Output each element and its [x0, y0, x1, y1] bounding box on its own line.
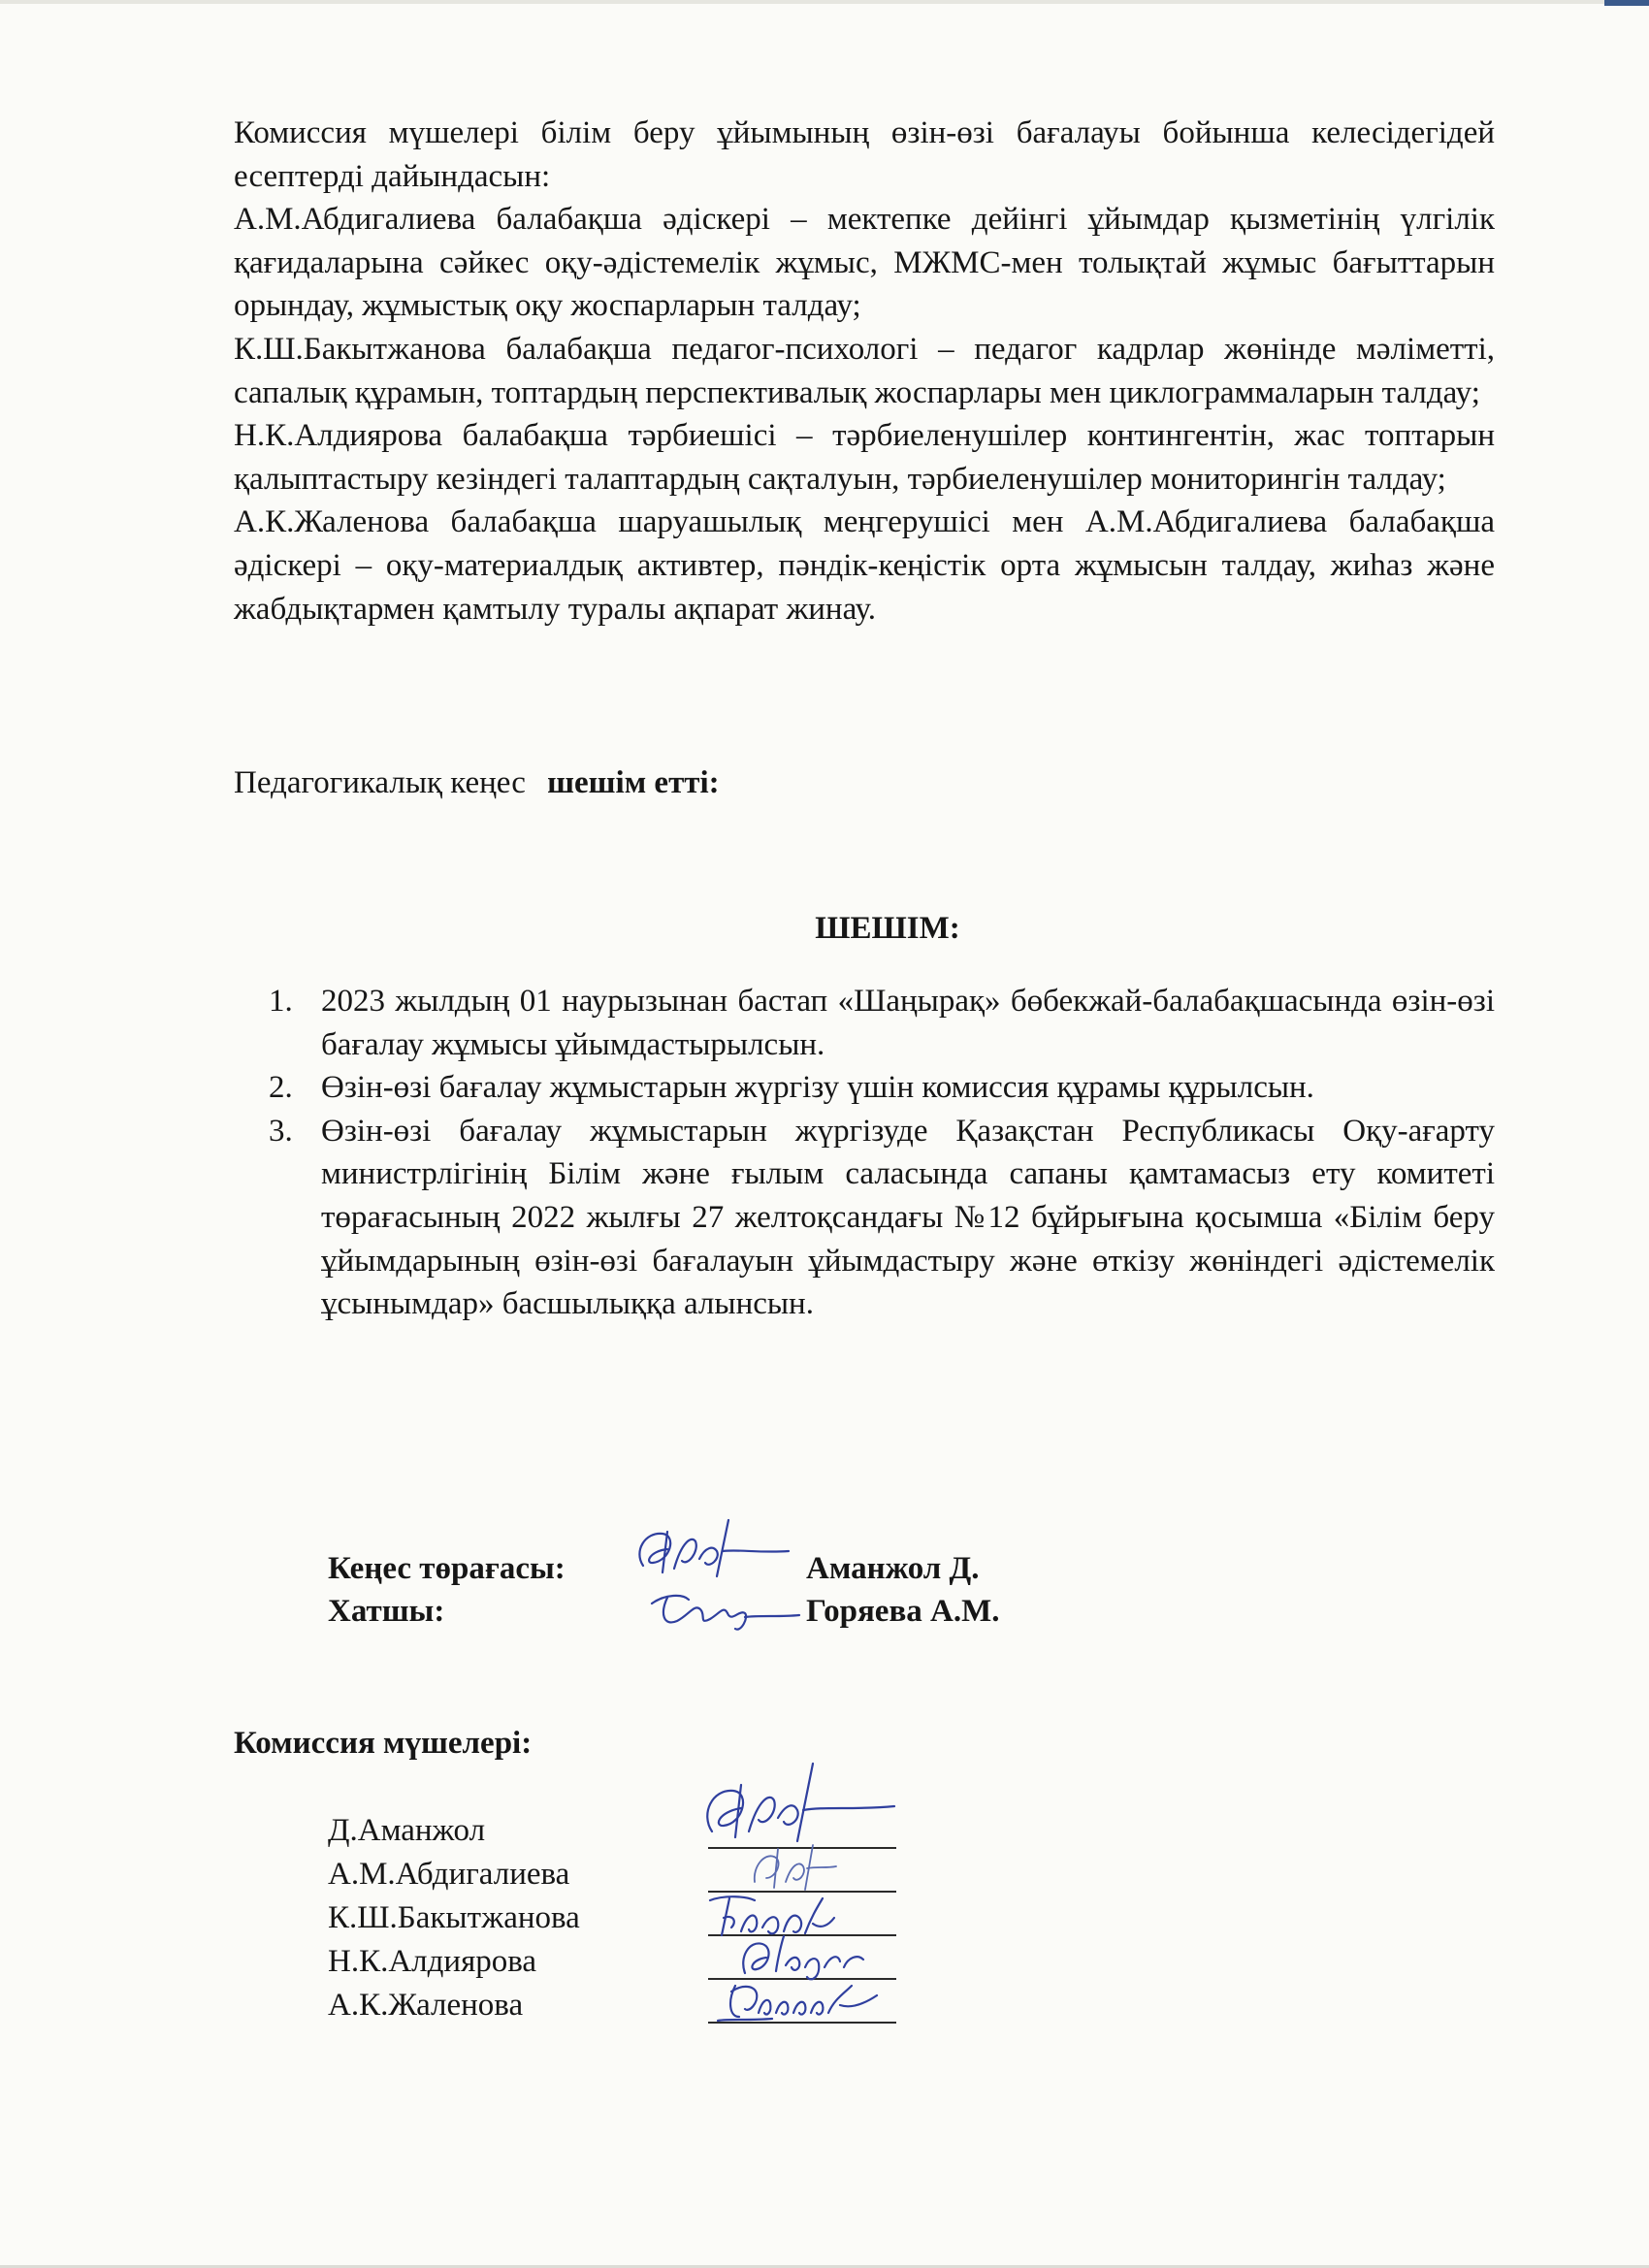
member-name: Д.Аманжол	[328, 1813, 486, 1848]
decision-number: 1.	[269, 984, 293, 1019]
decision-list	[261, 980, 1495, 1326]
member-name: К.Ш.Бакытжанова	[328, 1900, 580, 1935]
paragraph-zhalenova: А.К.Жаленова балабақша шаруашылық меңгерушісі мен А.М.Абдигалиева балабақша әдіскері – оқу-материалдық активтер, пәндік-кеңістік орта жұмысын талдау, жиһаз және жабдықтармен қамтылу туралы ақпарат жинау.	[234, 504, 1495, 627]
scan-edge-top	[0, 0, 1649, 4]
members-title: Комиссия мүшелері:	[234, 1726, 533, 1761]
council-label: Педагогикалық кеңес	[234, 765, 526, 800]
decision-text: Өзін-өзі бағалау жұмыстарын жүргізу үшін комиссия құрамы құрылсын.	[321, 1070, 1314, 1106]
signatory-name: Горяева А.М.	[806, 1594, 1000, 1629]
signature-secretary	[638, 1580, 803, 1638]
council-decision: шешім етті:	[547, 765, 720, 800]
council-resolution-line	[234, 761, 720, 804]
paragraph-aldiyarova: Н.К.Алдиярова балабақша тәрбиешісі – тәрбиеленушілер контингентін, жас топтарын қалыптастыру кезіндегі талаптардың сақталуын, тәрбиеленушілер мониторингін талдау;	[234, 418, 1495, 497]
signatory-name: Аманжол Д.	[806, 1551, 980, 1586]
member-name: А.М.Абдигалиева	[328, 1857, 570, 1892]
signatory-role: Кеңес төрағасы:	[328, 1551, 566, 1586]
member-signature	[689, 1756, 902, 1853]
member-name: А.К.Жаленова	[328, 1988, 524, 2023]
member-signature	[745, 1839, 842, 1894]
body-text	[234, 112, 1495, 631]
paragraph-bakytzhanova: К.Ш.Бакытжанова балабақша педагог-психологі – педагог кадрлар жөнінде мәліметті, сапалық құрамын, топтардың перспективалық жоспарлары мен циклограммаларын талдау;	[234, 331, 1495, 410]
signatory-role: Хатшы:	[328, 1594, 445, 1629]
paragraph-abdigalieva: А.М.Абдигалиева балабақша әдіскері – мектепке дейінгі ұйымдар қызметінің үлгілік қағидаларына сәйкес оқу-әдістемелік жұмыс, МЖМС-мен толықтай жұмыс бағыттарын орындау, жұмыстық оқу жоспарларын талдау;	[234, 202, 1495, 324]
scan-corner-mark	[1604, 0, 1649, 6]
decision-item	[261, 980, 1495, 1066]
decision-text: Өзін-өзі бағалау жұмыстарын жүргізуде Қазақстан Республикасы Оқу-ағарту министрлігінің Білім және ғылым саласында сапаны қамтамасыз ету комитеті төрағасының 2022 жылғы 27 желтоқсандағы №12 бұйрығына қосымша «Білім беру ұйымдарының өзін-өзі бағалауын ұйымдастыру және өткізу жөніндегі әдістемелік ұсынымдар» басшылыққа алынсын.	[321, 1113, 1495, 1322]
decision-number: 2.	[269, 1070, 293, 1106]
member-signature	[710, 1974, 885, 2028]
decision-item	[261, 1066, 1495, 1110]
member-name: Н.К.Алдиярова	[328, 1944, 537, 1979]
paragraph-intro: Комиссия мүшелері білім беру ұйымының өзін-өзі бағалауы бойынша келесідегідей есептерді дайындасын:	[234, 115, 1495, 194]
decision-heading: ШЕШІМ:	[815, 911, 960, 946]
decision-number: 3.	[269, 1113, 293, 1149]
decision-text: 2023 жылдың 01 наурызынан бастап «Шаңырақ» бөбекжай-балабақшасында өзін-өзі бағалау жұмысы ұйымдастырылсын.	[321, 984, 1495, 1062]
signature-chairman	[624, 1512, 798, 1590]
decision-item	[261, 1110, 1495, 1326]
